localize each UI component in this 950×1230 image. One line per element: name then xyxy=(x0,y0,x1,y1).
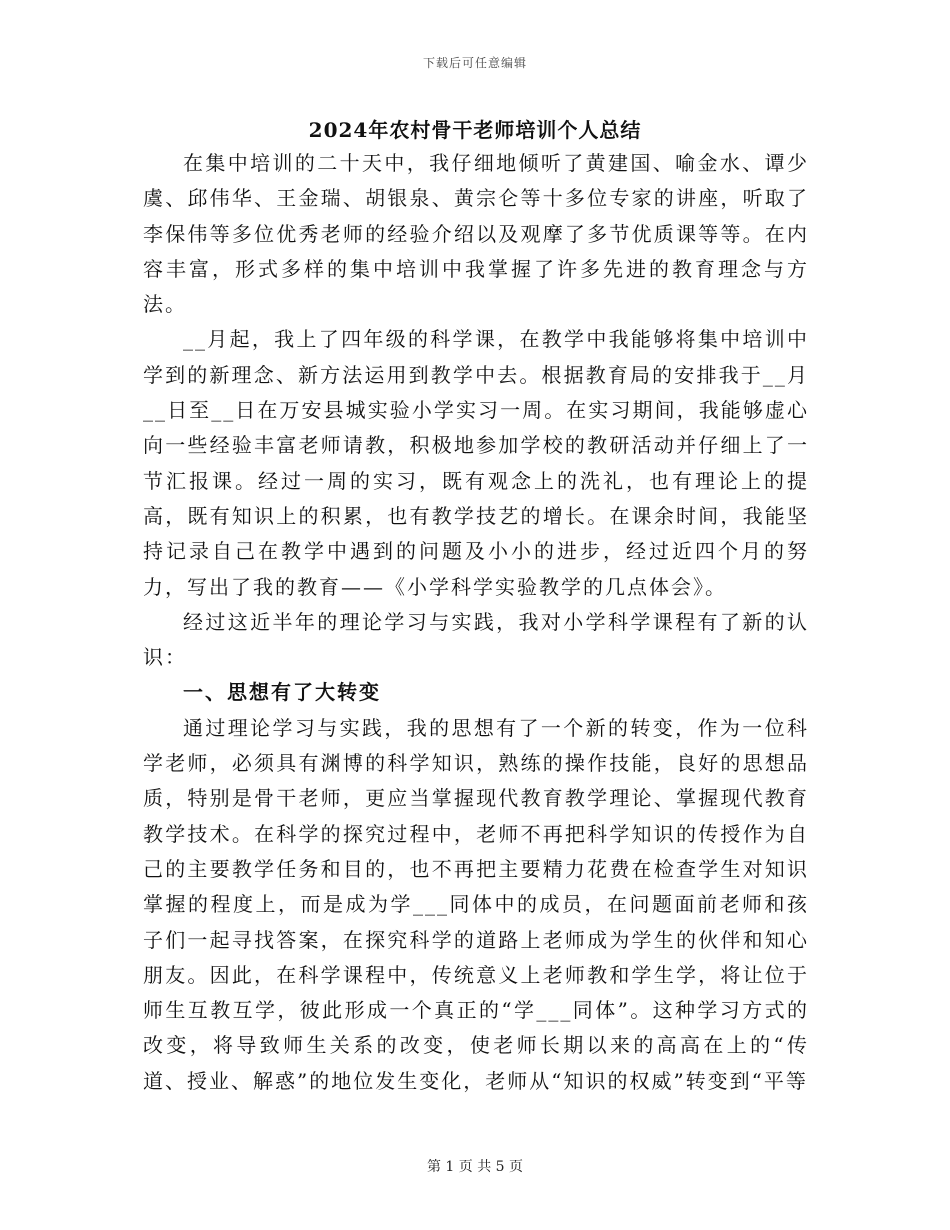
page-header-note: 下载后可任意编辑 xyxy=(422,56,527,70)
paragraph-training-overview: 在集中培训的二十天中，我仔细地倾听了黄建国、喻金水、谭少虞、邱伟华、王金瑞、胡银泉、黄宗仑等十多位专家的讲座，听取了李保伟等多位优秀老师的经验介绍以及观摩了多节优质课等等。在内容丰富，形式多样的集中培训中我掌握了许多先进的教育理念与方法。 xyxy=(143,151,809,317)
document-title: 2024年农村骨干老师培训个人总结 xyxy=(308,118,642,142)
section-heading-thinking-change: 一、思想有了大转变 xyxy=(183,680,381,705)
paragraph-teaching-practice: __月起，我上了四年级的科学课，在教学中我能够将集中培训中学到的新理念、新方法运用到教学中去。根据教育局的安排我于__月__日至__日在万安县城实验小学实习一周。在实习期间，我能够虚心向一些经验丰富老师请教，积极地参加学校的教研活动并仔细上了一节汇报课。经过一周的实习，既有观念上的洗礼，也有理论上的提高，既有知识上的积累，也有教学技艺的增长。在课余时间，我能坚持记录自己在教学中遇到的问题及小小的进步，经过近四个月的努力，写出了我的教育——《小学科学实验教学的几点体会》。 xyxy=(143,327,809,599)
paragraph-thinking-change: 通过理论学习与实践，我的思想有了一个新的转变，作为一位科学老师，必须具有渊博的科学知识，熟练的操作技能，良好的思想品质，特别是骨干老师，更应当掌握现代教育教学理论、掌握现代教育教学技术。在科学的探究过程中，老师不再把科学知识的传授作为自己的主要教学任务和目的，也不再把主要精力花费在检查学生对知识掌握的程度上，而是成为学___同体中的成员，在问题面前老师和孩子们一起寻找答案，在探究科学的道路上老师成为学生的伙伴和知心朋友。因此，在科学课程中，传统意义上老师教和学生学，将让位于师生互教互学，彼此形成一个真正的“学___同体”。这种学习方式的改变，将导致师生关系的改变，使老师长期以来的高高在上的“传道、授业、解惑”的地位发生变化，老师从“知识的权威”转变到“平等 xyxy=(143,715,809,1093)
page-footer-page-number: 第 1 页 共 5 页 xyxy=(426,1159,524,1175)
paragraph-new-understanding: 经过这近半年的理论学习与实践，我对小学科学课程有了新的认识： xyxy=(143,609,809,670)
document-body xyxy=(143,146,809,1099)
